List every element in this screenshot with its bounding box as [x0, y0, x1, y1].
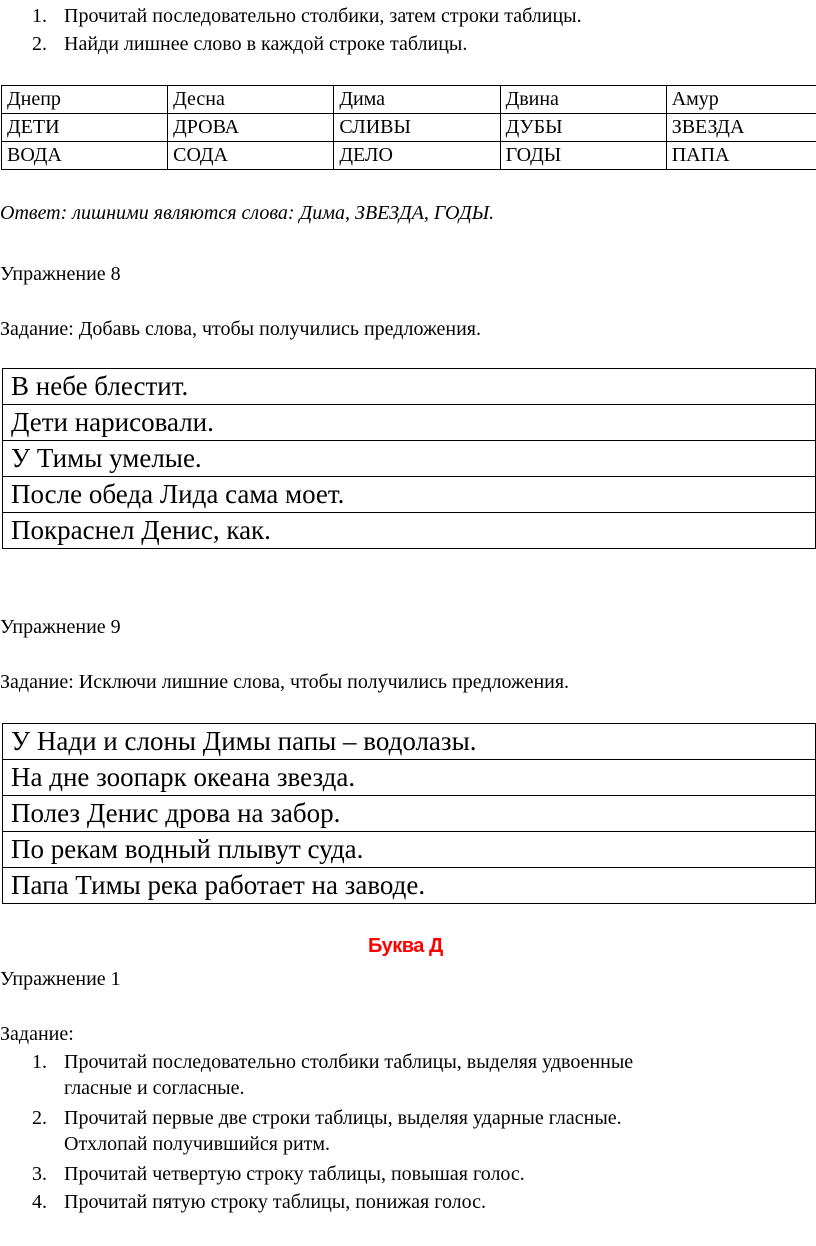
answer-text: Ответ: лишними являются слова: Дима, ЗВЕЗДА, ГОДЫ. — [0, 202, 495, 224]
table-cell: ВОДА — [2, 142, 168, 170]
table-row — [2, 86, 816, 114]
table-cell: ГОДЫ — [500, 142, 666, 170]
table-cell: ПАПА — [666, 142, 816, 170]
table-cell: ДУБЫ — [500, 114, 666, 142]
sentence-cell: У Тимы умелые. — [3, 441, 816, 477]
word-table — [1, 85, 816, 170]
exercise9-sentences — [2, 723, 816, 904]
table-cell: СОДА — [168, 142, 334, 170]
table-row — [2, 114, 816, 142]
list-text: Прочитай пятую строку таблицы, понижая голос. — [64, 1191, 487, 1213]
table-cell: Амур — [666, 86, 816, 114]
sentence-row — [3, 796, 816, 832]
table-cell: Двина — [500, 86, 666, 114]
exercise8-title: Упражнение 8 — [0, 263, 121, 285]
sentence-cell: Полез Денис дрова на забор. — [3, 796, 816, 832]
sentence-cell: Папа Тимы река работает на заводе. — [3, 868, 816, 904]
table-cell: Днепр — [2, 86, 168, 114]
table-cell: ДРОВА — [168, 114, 334, 142]
sentence-cell: На дне зоопарк океана звезда. — [3, 760, 816, 796]
sentence-row — [3, 832, 816, 868]
list-text: гласные и согласные. — [64, 1077, 245, 1099]
list-text: Отхлопай получившийся ритм. — [64, 1133, 331, 1155]
sentence-row — [3, 441, 816, 477]
letter-heading: Буква Д — [368, 935, 443, 957]
sentence-cell: По рекам водный плывут суда. — [3, 832, 816, 868]
sentence-row — [3, 477, 816, 513]
sentence-row — [3, 405, 816, 441]
exercise9-title: Упражнение 9 — [0, 616, 121, 638]
table-cell: ЗВЕЗДА — [666, 114, 816, 142]
list-number: 2. — [32, 1107, 47, 1129]
sentence-cell: У Нади и слоны Димы папы – водолазы. — [3, 724, 816, 760]
list-number: 1. — [32, 1051, 47, 1073]
table-cell: ДЕТИ — [2, 114, 168, 142]
list-number: 3. — [32, 1163, 47, 1185]
exercise8-task: Задание: Добавь слова, чтобы получились предложения. — [0, 318, 481, 340]
sentence-row — [3, 724, 816, 760]
sentence-cell: Покраснел Денис, как. — [3, 513, 816, 549]
table-cell: СЛИВЫ — [334, 114, 500, 142]
list-text: Найди лишнее слово в каждой строке таблицы. — [64, 33, 468, 55]
list-text: Прочитай последовательно столбики таблицы, выделяя удвоенные — [64, 1051, 634, 1073]
list-number: 4. — [32, 1191, 47, 1213]
list-number: 2. — [32, 33, 47, 55]
exercise1-task: Задание: — [0, 1023, 74, 1045]
exercise1-title: Упражнение 1 — [0, 968, 121, 990]
list-text: Прочитай последовательно столбики, затем строки таблицы. — [64, 5, 582, 27]
table-cell: Дима — [334, 86, 500, 114]
list-text: Прочитай первые две строки таблицы, выделяя ударные гласные. — [64, 1107, 622, 1129]
exercise8-sentences — [2, 368, 816, 549]
list-text: Прочитай четвертую строку таблицы, повышая голос. — [64, 1163, 525, 1185]
sentence-row — [3, 513, 816, 549]
table-row — [2, 142, 816, 170]
exercise9-task: Задание: Исключи лишние слова, чтобы получились предложения. — [0, 671, 570, 693]
sentence-row — [3, 760, 816, 796]
sentence-row — [3, 868, 816, 904]
sentence-cell: После обеда Лида сама моет. — [3, 477, 816, 513]
sentence-cell: В небе блестит. — [3, 369, 816, 405]
sentence-row — [3, 369, 816, 405]
list-number: 1. — [32, 5, 47, 27]
sentence-cell: Дети нарисовали. — [3, 405, 816, 441]
table-cell: Десна — [168, 86, 334, 114]
table-cell: ДЕЛО — [334, 142, 500, 170]
